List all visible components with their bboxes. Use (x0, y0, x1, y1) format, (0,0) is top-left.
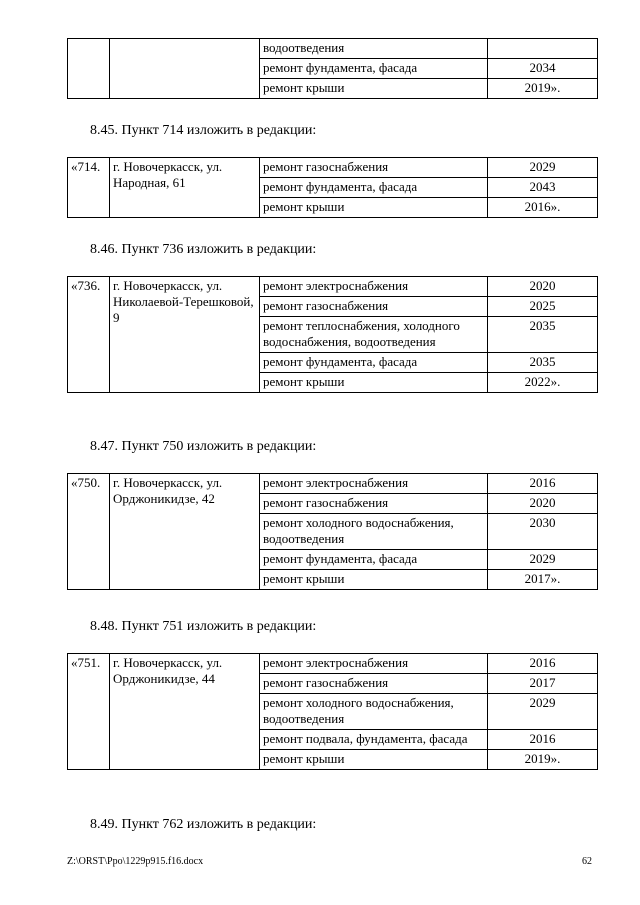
year-cell: 2030 (488, 514, 598, 550)
work-cell: ремонт электроснабжения (260, 654, 488, 674)
item-table-750 (67, 473, 598, 590)
address-cell: г. Новочеркасск, ул. Николаевой-Терешковой, 9 (110, 277, 260, 393)
item-table-continuation (67, 38, 598, 99)
work-cell: ремонт крыши (260, 79, 488, 99)
work-cell: ремонт фундамента, фасада (260, 550, 488, 570)
item-number-cell (68, 39, 110, 99)
paragraph-8-46: 8.46. Пункт 736 изложить в редакции: (90, 242, 317, 257)
paragraph-8-45: 8.45. Пункт 714 изложить в редакции: (90, 123, 317, 138)
item-number-cell: «750. (68, 474, 110, 590)
year-cell: 2016 (488, 730, 598, 750)
year-cell: 2035 (488, 317, 598, 353)
year-cell: 2035 (488, 353, 598, 373)
paragraph-8-47: 8.47. Пункт 750 изложить в редакции: (90, 439, 317, 454)
year-cell: 2016 (488, 474, 598, 494)
table-row (68, 474, 598, 494)
item-table-714 (67, 157, 598, 218)
address-cell: г. Новочеркасск, ул. Народная, 61 (110, 158, 260, 218)
year-cell: 2022». (488, 373, 598, 393)
work-cell: ремонт холодного водоснабжения, водоотведения (260, 514, 488, 550)
year-cell: 2029 (488, 694, 598, 730)
work-cell: ремонт теплоснабжения, холодного водоснабжения, водоотведения (260, 317, 488, 353)
year-cell: 2017 (488, 674, 598, 694)
work-cell: ремонт крыши (260, 373, 488, 393)
year-cell: 2029 (488, 550, 598, 570)
work-cell: ремонт газоснабжения (260, 158, 488, 178)
table-row (68, 654, 598, 674)
work-cell: водоотведения (260, 39, 488, 59)
footer-file-path: Z:\ORST\Ppo\1229p915.f16.docx (67, 856, 204, 867)
year-cell: 2016». (488, 198, 598, 218)
paragraph-8-49: 8.49. Пункт 762 изложить в редакции: (90, 817, 317, 832)
year-cell: 2020 (488, 494, 598, 514)
work-cell: ремонт газоснабжения (260, 297, 488, 317)
year-cell: 2017». (488, 570, 598, 590)
work-cell: ремонт подвала, фундамента, фасада (260, 730, 488, 750)
work-cell: ремонт крыши (260, 750, 488, 770)
item-number-cell: «736. (68, 277, 110, 393)
work-cell: ремонт холодного водоснабжения, водоотведения (260, 694, 488, 730)
year-cell: 2029 (488, 158, 598, 178)
table-row (68, 39, 598, 59)
footer-page-number: 62 (582, 856, 592, 867)
paragraph-8-48: 8.48. Пункт 751 изложить в редакции: (90, 619, 317, 634)
work-cell: ремонт фундамента, фасада (260, 59, 488, 79)
table-row (68, 158, 598, 178)
year-cell: 2019». (488, 79, 598, 99)
year-cell: 2019». (488, 750, 598, 770)
item-table-751 (67, 653, 598, 770)
item-number-cell: «714. (68, 158, 110, 218)
work-cell: ремонт электроснабжения (260, 277, 488, 297)
work-cell: ремонт газоснабжения (260, 674, 488, 694)
table-row (68, 277, 598, 297)
work-cell: ремонт газоснабжения (260, 494, 488, 514)
work-cell: ремонт крыши (260, 198, 488, 218)
address-cell: г. Новочеркасск, ул. Орджоникидзе, 42 (110, 474, 260, 590)
year-cell: 2034 (488, 59, 598, 79)
address-cell (110, 39, 260, 99)
year-cell: 2025 (488, 297, 598, 317)
work-cell: ремонт фундамента, фасада (260, 353, 488, 373)
work-cell: ремонт электроснабжения (260, 474, 488, 494)
item-number-cell: «751. (68, 654, 110, 770)
work-cell: ремонт фундамента, фасада (260, 178, 488, 198)
address-cell: г. Новочеркасск, ул. Орджоникидзе, 44 (110, 654, 260, 770)
year-cell (488, 39, 598, 59)
work-cell: ремонт крыши (260, 570, 488, 590)
year-cell: 2043 (488, 178, 598, 198)
year-cell: 2016 (488, 654, 598, 674)
item-table-736 (67, 276, 598, 393)
year-cell: 2020 (488, 277, 598, 297)
